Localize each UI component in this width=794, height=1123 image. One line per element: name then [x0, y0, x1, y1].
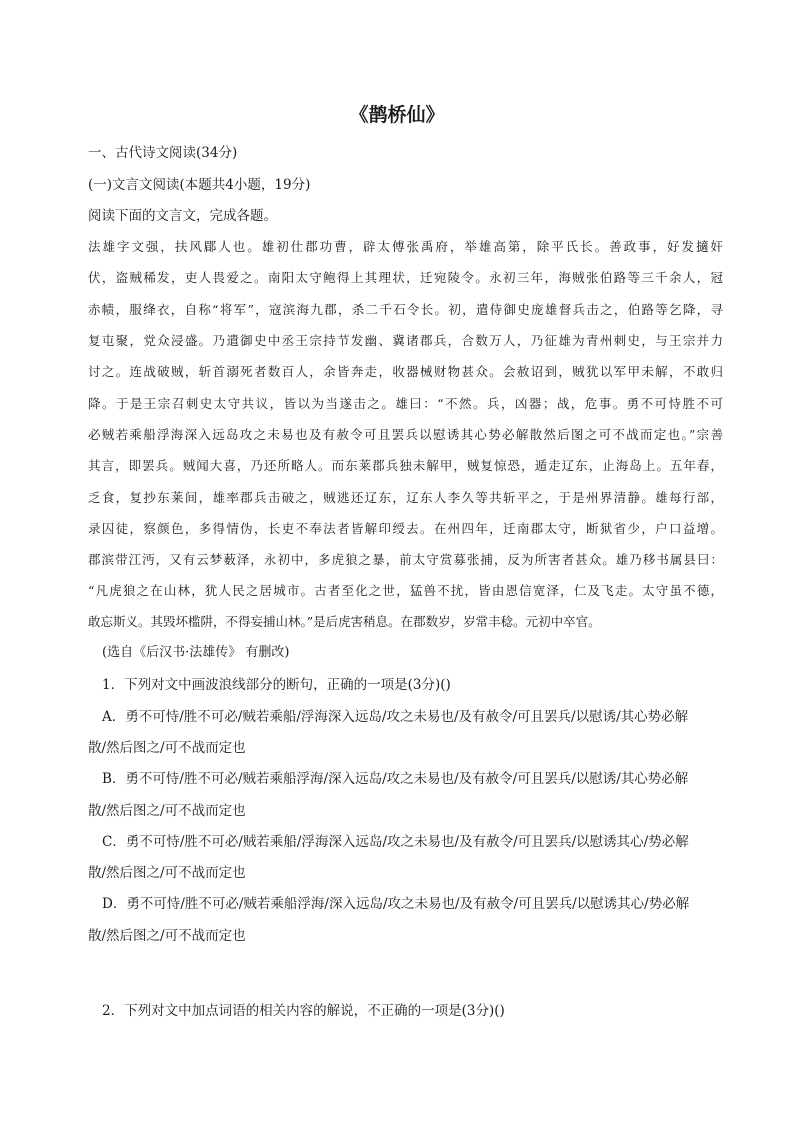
passage-line: 复屯聚，党众浸盛。乃遣御史中丞王宗持节发幽、冀诸郡兵，合数万人，乃征雄为青州刺史，与王宗并力	[88, 333, 723, 348]
instruction-text: 阅读下面的文言文，完成各题。	[88, 208, 277, 224]
section-heading: 一、古代诗文阅读(34分)	[88, 145, 238, 161]
question-stem: 2．下列对文中加点词语的相关内容的解说，不正确的一项是(3分)()	[102, 1003, 505, 1019]
option-c-line1: C．勇不可恃/胜不可必/贼若乘船/浮海深入远岛/攻之未易也/及有赦令/可且罢兵/以慰诱其心/势必解	[102, 834, 689, 850]
passage-line: 郡滨带江沔，又有云梦薮泽，永初中，多虎狼之暴，前太守赏募张捕，反为所害者甚众。雄乃移书属县曰：	[88, 552, 723, 567]
option-c-line2: 散/然后图之/可不战而定也	[88, 865, 246, 881]
option-b-line2: 散/然后图之/可不战而定也	[88, 803, 246, 819]
option-b-line1: B．勇不可恃/胜不可必/贼若乘船浮海/深入远岛/攻之未易也/及有赦令/可且罢兵/以慰诱/其心势必解	[102, 771, 689, 787]
passage-line: 法雄字文强，扶风郿人也。雄初仕郡功曹，辟太傅张禹府，举雄高第，除平氏长。善政事，好发擿奸	[88, 239, 723, 254]
passage-line: 必贼若乘船浮海深入远岛攻之未易也及有赦令可且罢兵以慰诱其心势必解散然后图之可不战而定也。”宗善	[88, 427, 723, 442]
option-d-line2: 散/然后图之/可不战而定也	[88, 928, 246, 944]
option-a-line1: A．勇不可恃/胜不可必/贼若乘船/浮海深入远岛/攻之未易也/及有赦令/可且罢兵/以慰诱/其心势必解	[102, 709, 689, 725]
passage-line: 赤帻，服绛衣，自称“将军”，寇滨海九郡，杀二千石令长。初，遣侍御史庞雄督兵击之，伯路等乞降，寻	[88, 302, 723, 317]
subsection-heading: (一)文言文阅读(本题共4小题，19分)	[88, 177, 311, 193]
passage-line: 伏，盗贼稀发，吏人畏爱之。南阳太守鲍得上其理状，迁宛陵令。永初三年，海贼张伯路等三千余人，冠	[88, 270, 723, 285]
passage-line: 乏食，复抄东莱间，雄率郡兵击破之，贼逃还辽东，辽东人李久等共斩平之，于是州界清静。雄每行部，	[88, 490, 723, 505]
question-stem: 1．下列对文中画波浪线部分的断句，正确的一项是(3分)()	[102, 677, 451, 693]
option-d-line1: D．勇不可恃/胜不可必/贼若乘船浮海/深入远岛/攻之未易也/及有赦令/可且罢兵/以慰诱其心/势必解	[102, 896, 690, 912]
passage-line: 降。于是王宗召刺史太守共议，皆以为当遂击之。雄曰：“不然。兵，凶器；战，危事。勇不可恃胜不可	[88, 396, 723, 411]
passage-source: (选自《后汉书·法雄传》 有删改)	[102, 645, 290, 660]
passage-line: 敢忘斯义。其毁坏槛阱，不得妄捕山林。”是后虎害稍息。在郡数岁，岁常丰稔。元初中卒官。	[88, 614, 601, 629]
passage-line: “凡虎狼之在山林，犹人民之居城市。古者至化之世，猛兽不扰，皆由恩信宽泽，仁及飞走。太守虽不德，	[88, 583, 723, 598]
document-title: 《鹊桥仙》	[349, 104, 445, 126]
passage-line: 其言，即罢兵。贼闻大喜，乃还所略人。而东莱郡兵独未解甲，贼复惊恐，遁走辽东，止海岛上。五年春，	[88, 458, 723, 473]
passage-line: 讨之。连战破贼，斩首溺死者数百人，余皆奔走，收器械财物甚众。会赦诏到，贼犹以军甲未解，不敢归	[88, 364, 723, 379]
passage-line: 录囚徒，察颜色，多得情伪，长吏不奉法者皆解印绶去。在州四年，迁南郡太守，断狱省少，户口益增。	[88, 521, 723, 536]
option-a-line2: 散/然后图之/可不战而定也	[88, 740, 246, 756]
